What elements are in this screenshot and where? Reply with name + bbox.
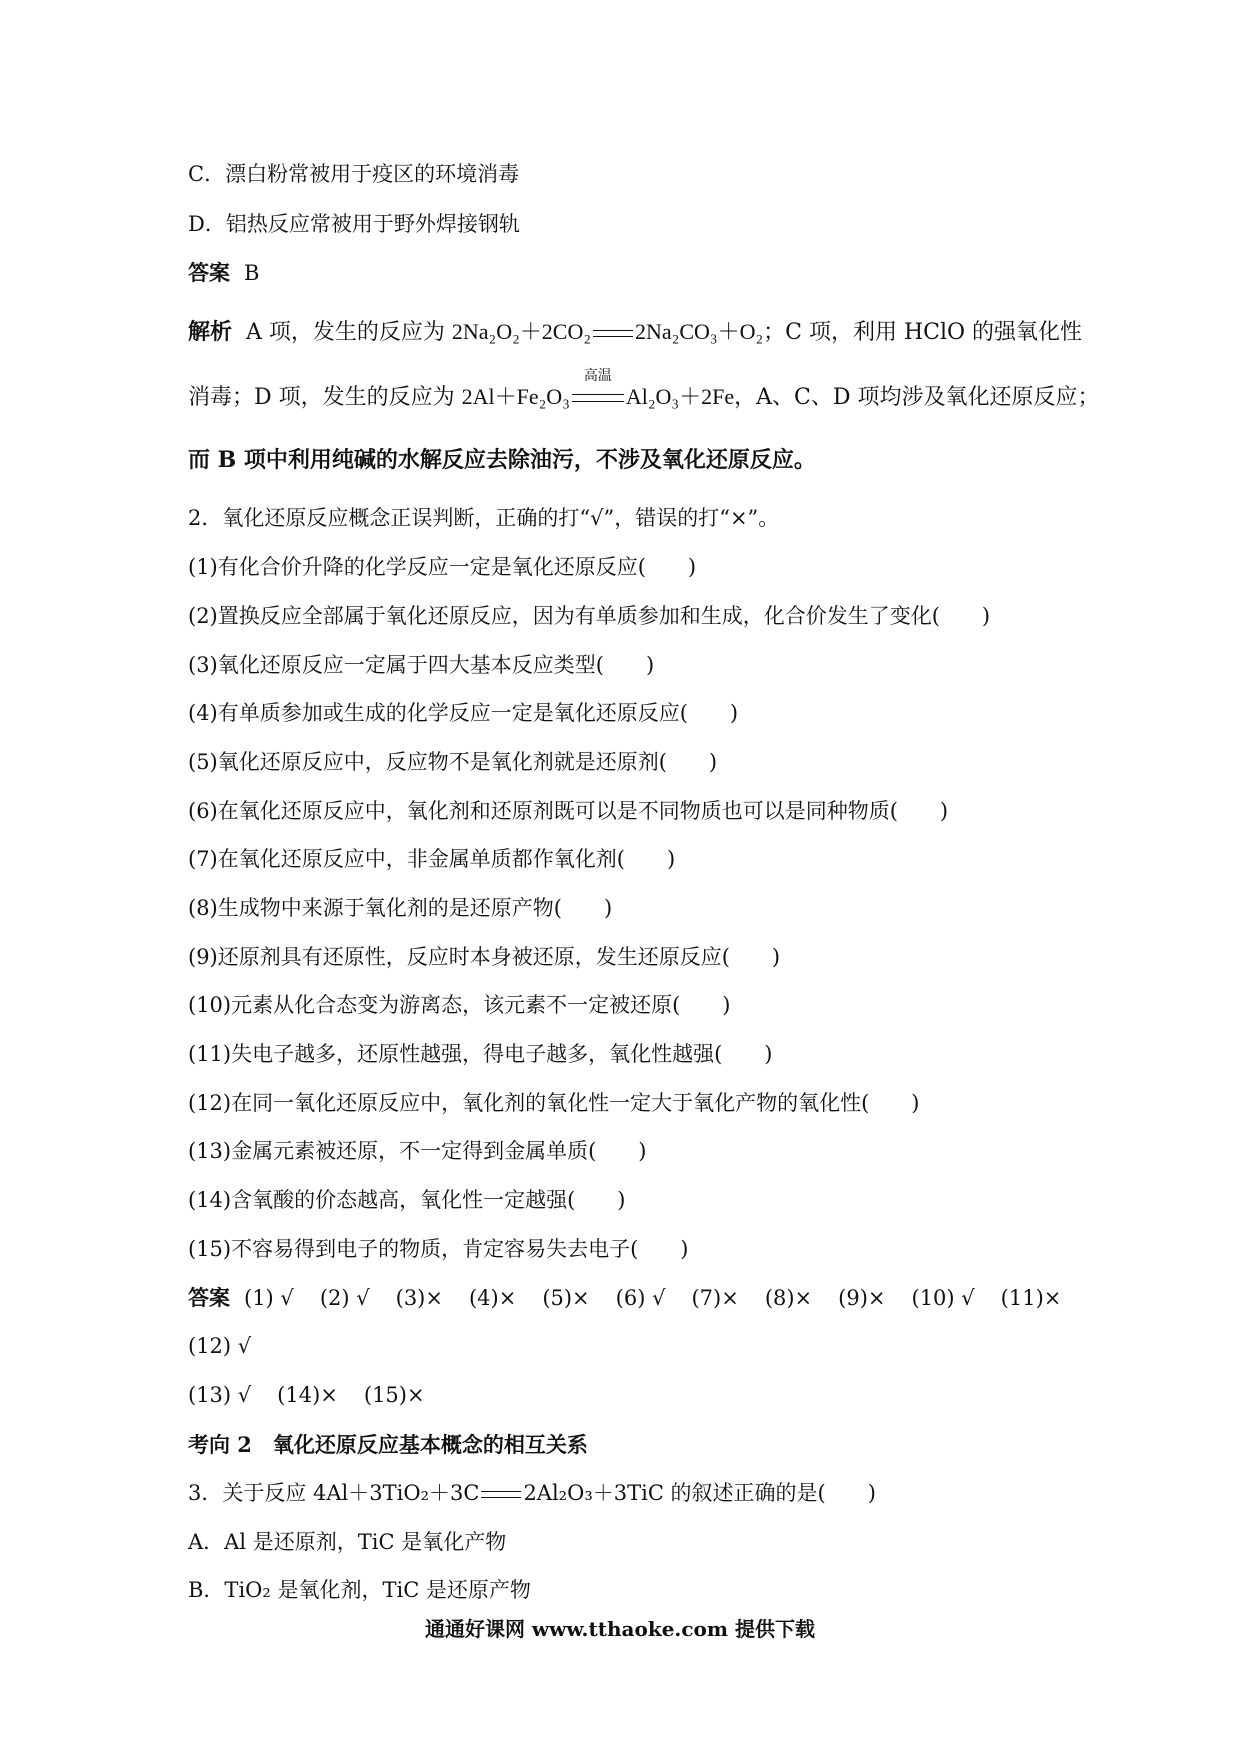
question-3 [188,1479,876,1507]
formula-reactants: 2Na₂O₂＋2CO₂ [451,319,592,344]
answer-item: (6) √ [615,1286,666,1310]
item-12: (12)在同一氧化还原反应中，氧化剂的氧化性一定大于氧化产物的氧化性( ) [188,1091,920,1115]
explanation-text: ；C 项，利用 HClO 的强氧化性 [763,320,1083,345]
item-5: (5)氧化还原反应中，反应物不是氧化剂就是还原剂( ) [188,750,718,774]
high-temperature-equals [570,368,626,412]
item-15: (15)不容易得到电子的物质，肯定容易失去电子( ) [188,1237,689,1261]
answer-item: (3)× [395,1286,443,1310]
item-4: (4)有单质参加或生成的化学反应一定是氧化还原反应( ) [188,701,739,725]
option-a: A．Al 是还原剂，TiC 是氧化产物 [188,1530,507,1554]
answers-row-2 [188,1332,277,1360]
equals-sign [593,330,633,337]
explanation-text: A 项，发生的反应为 [246,320,452,345]
answer-item: (7)× [691,1286,739,1310]
answer-item: (4)× [468,1286,517,1310]
reaction-condition: 高温 [583,368,612,384]
answers-row-1 [188,1284,1061,1312]
question-text: 2Al₂O₃＋3TiC 的叙述正确的是( ) [523,1481,876,1505]
option-d: D．铝热反应常被用于野外焊接钢轨 [188,212,520,236]
item-8: (8)生成物中来源于氧化剂的是还原产物( ) [188,896,613,920]
page-footer: 通通好课网 www.tthaoke.com 提供下载 [424,1617,816,1641]
answer-item: (12) √ [188,1334,252,1358]
answer-item: (15)× [363,1383,425,1407]
explanation-label: 解析 [188,319,233,345]
explanation-text: ，A、C、D 项均涉及氧化还原反应； [734,385,1100,410]
item-2: (2)置换反应全部属于氧化还原反应，因为有单质参加和生成，化合价发生了变化( ) [188,604,991,628]
explanation-line-2 [188,368,1100,412]
formula-reactants: 2Al＋Fe₂O₃ [461,384,570,409]
question-text: 3．关于反应 4Al＋3TiO₂＋3C [188,1481,480,1505]
answer-item: (11)× [1000,1286,1062,1310]
item-6: (6)在氧化还原反应中，氧化剂和还原剂既可以是不同物质也可以是同种物质( ) [188,799,949,823]
answer-item: (9)× [838,1286,886,1310]
answer-item: (1) √ [244,1286,294,1310]
equals-sign [481,1491,521,1498]
item-9: (9)还原剂具有还原性，反应时本身被还原，发生还原反应( ) [188,945,781,969]
formula-products: 2Na₂CO₃＋O₂ [635,319,764,344]
answer-label: 答案 [188,1285,230,1310]
answers-row-3 [188,1381,451,1409]
item-10: (10)元素从化合态变为游离态，该元素不一定被还原( ) [188,993,731,1017]
answer-value: B [244,261,260,285]
item-1: (1)有化合价升降的化学反应一定是氧化还原反应( ) [188,555,697,579]
question-2: 2．氧化还原反应概念正误判断，正确的打“√”，错误的打“×”。 [188,506,780,530]
item-3: (3)氧化还原反应一定属于四大基本反应类型( ) [188,653,655,677]
formula-products: Al₂O₃＋2Fe [625,384,735,409]
item-13: (13)金属元素被还原，不一定得到金属单质( ) [188,1139,647,1163]
option-c: C．漂白粉常被用于疫区的环境消毒 [188,162,520,186]
answer-item: (5)× [542,1286,590,1310]
section-heading: 考向 2 氧化还原反应基本概念的相互关系 [188,1432,588,1457]
answer-1 [188,259,259,287]
explanation-line-1 [188,318,1082,347]
item-7: (7)在氧化还原反应中，非金属单质都作氧化剂( ) [188,847,676,871]
option-b: B．TiO₂ 是氧化剂，TiC 是还原产物 [188,1578,531,1602]
item-11: (11)失电子越多，还原性越强，得电子越多，氧化性越强( ) [188,1042,773,1066]
explanation-line-3: 而 B 项中利用纯碱的水解反应去除油污，不涉及氧化还原反应。 [188,447,816,473]
answer-item: (13) √ [188,1383,252,1407]
answer-item: (10) √ [911,1286,975,1310]
explanation-text: 消毒；D 项，发生的反应为 [188,385,462,410]
answer-item: (14)× [277,1383,338,1407]
item-14: (14)含氧酸的价态越高，氧化性一定越强( ) [188,1188,626,1212]
answer-label: 答案 [188,260,230,285]
answer-item: (2) √ [319,1286,370,1310]
answer-item: (8)× [764,1286,813,1310]
